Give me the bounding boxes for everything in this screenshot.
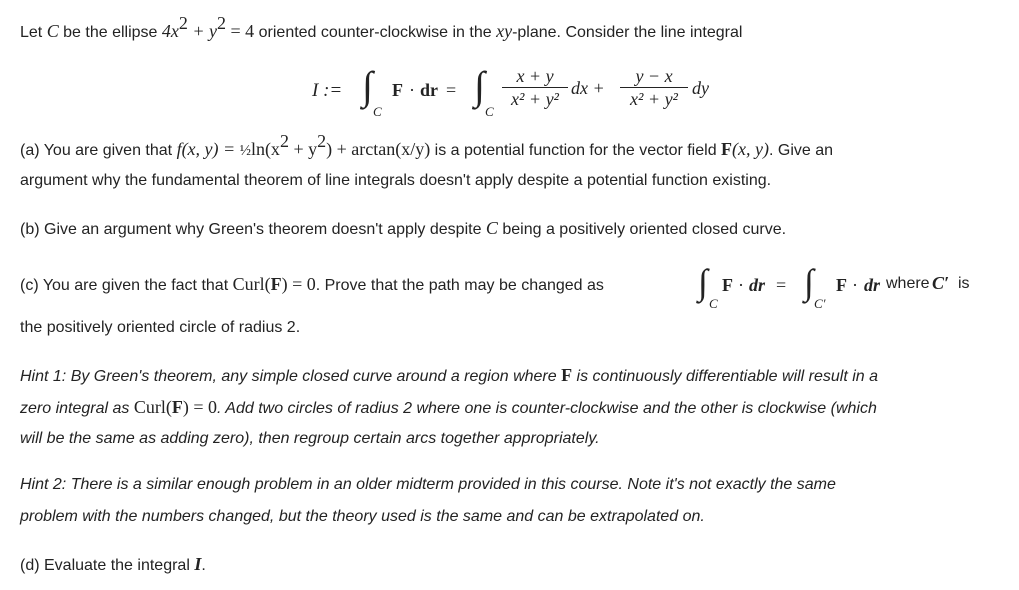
one-half: ½ [239, 143, 251, 159]
vector-field-args: (x, y) [732, 139, 769, 159]
curl-expression: Curl( [232, 274, 271, 294]
exponent: 2 [217, 13, 227, 33]
part-a-line-1 [20, 133, 1005, 167]
part-c-text: is [958, 275, 970, 292]
part-c-line-2: the positively oriented circle of radius 2. [20, 319, 301, 336]
intro-text: oriented counter-clockwise in the [254, 24, 497, 41]
equals-sign: = [446, 80, 457, 100]
exponent: 2 [279, 131, 289, 151]
fraction-denominator: x² + y² [511, 89, 559, 109]
line-integral-equation [0, 58, 1019, 124]
differential-dr: dr [864, 275, 881, 295]
curve-prime-symbol: C′ [932, 273, 950, 293]
curl-expression: Curl( [133, 397, 172, 417]
exponent: 2 [317, 131, 327, 151]
intro-text: -plane. Consider the line integral [512, 24, 743, 41]
ellipse-equation: = 4 [226, 21, 255, 41]
intro-text: Let [20, 24, 47, 41]
hint-1-line-1 [20, 359, 1005, 393]
vector-field-symbol: F [722, 275, 733, 295]
dot-operator: · [738, 275, 744, 295]
vector-field-symbol: F [836, 275, 847, 295]
differential-dr: dr [420, 80, 438, 100]
hint-1-text: . Add two circles of radius 2 where one is counter-clockwise and the other is clockwise (which [217, 400, 877, 417]
hint-1-line-3: will be the same as adding zero), then regroup certain arcs together appropriately. [20, 430, 600, 447]
curl-expression: ) = 0 [281, 274, 316, 294]
potential-function: ln(x [250, 139, 280, 159]
potential-function: ) + arctan(x/y) [326, 139, 431, 159]
fraction-numerator: y − x [635, 66, 673, 86]
integral-name: I := [312, 80, 343, 101]
part-a-text: . Give an [769, 142, 834, 159]
dot-operator: · [409, 80, 415, 100]
part-d-text: (d) Evaluate the integral [20, 557, 195, 574]
integral-sign: ∫ [474, 63, 485, 108]
equals-sign: = [776, 275, 787, 295]
hint-1-line-2 [20, 391, 1005, 425]
differential-dr: dr [749, 275, 766, 295]
fraction-bar [502, 87, 568, 88]
vector-field-symbol: F [561, 365, 573, 385]
fraction-numerator: x + y [516, 66, 554, 86]
fraction-bar [620, 87, 688, 88]
integral-subscript: C [709, 296, 718, 311]
vector-field-symbol: F [270, 274, 282, 294]
part-a-text: (a) You are given that [20, 142, 177, 159]
differential-dx: dx + [571, 78, 605, 98]
potential-function: f(x, y) = [176, 139, 240, 159]
hint-1-text: Hint 1: By Green's theorem, any simple closed curve around a region where [20, 368, 562, 385]
integral-sign: ∫ [362, 63, 373, 108]
part-a-text: is a potential function for the vector field [430, 142, 722, 159]
part-b-text: being a positively oriented closed curve. [497, 221, 787, 238]
part-b [20, 212, 1005, 246]
intro-text: be the ellipse [58, 24, 162, 41]
integral-sign: ∫ [698, 262, 708, 302]
integral-subscript: C [373, 104, 382, 119]
fraction-denominator: x² + y² [630, 89, 678, 109]
integral-subscript: C [485, 104, 494, 119]
hint-1-text: is continuously differentiable will result in a [572, 368, 879, 385]
part-c-text: (c) You are given the fact that [20, 277, 233, 294]
part-d [20, 548, 1005, 582]
intro-line [20, 15, 1005, 49]
curve-symbol: C [485, 218, 498, 238]
vector-field-symbol: F [171, 397, 183, 417]
part-c-text: . Prove that the path may be changed as [315, 277, 604, 294]
curl-expression: ) = 0 [182, 397, 217, 417]
vector-field-symbol: F [392, 80, 403, 100]
ellipse-equation: 4x [161, 21, 179, 41]
integral-sign: ∫ [804, 262, 814, 302]
fraction-2 [620, 66, 688, 109]
hint-1-text: zero integral as [20, 400, 134, 417]
part-c-text: where [886, 275, 930, 292]
part-d-text: . [201, 557, 206, 574]
integral-name: I [194, 554, 202, 574]
curve-symbol: C [46, 21, 59, 41]
ellipse-equation: + y [187, 21, 218, 41]
fraction-1 [502, 66, 568, 109]
hint-2-line-1: Hint 2: There is a similar enough problem in an older midterm provided in this course. Note it's not exactly the same [20, 476, 836, 493]
part-a-line-2: argument why the fundamental theorem of line integrals doesn't apply despite a potential function existing. [20, 172, 772, 189]
differential-dy: dy [692, 78, 709, 98]
integral-subscript: C′ [814, 296, 826, 311]
exponent: 2 [178, 13, 188, 33]
part-b-text: (b) Give an argument why Green's theorem doesn't apply despite [20, 221, 486, 238]
hint-2-line-2: problem with the numbers changed, but the theory used is the same and can be extrapolated on. [20, 508, 705, 525]
vector-field-symbol: F [721, 139, 733, 159]
plane-symbol: xy [496, 21, 513, 41]
potential-function: + y [288, 139, 318, 159]
dot-operator: · [852, 275, 858, 295]
